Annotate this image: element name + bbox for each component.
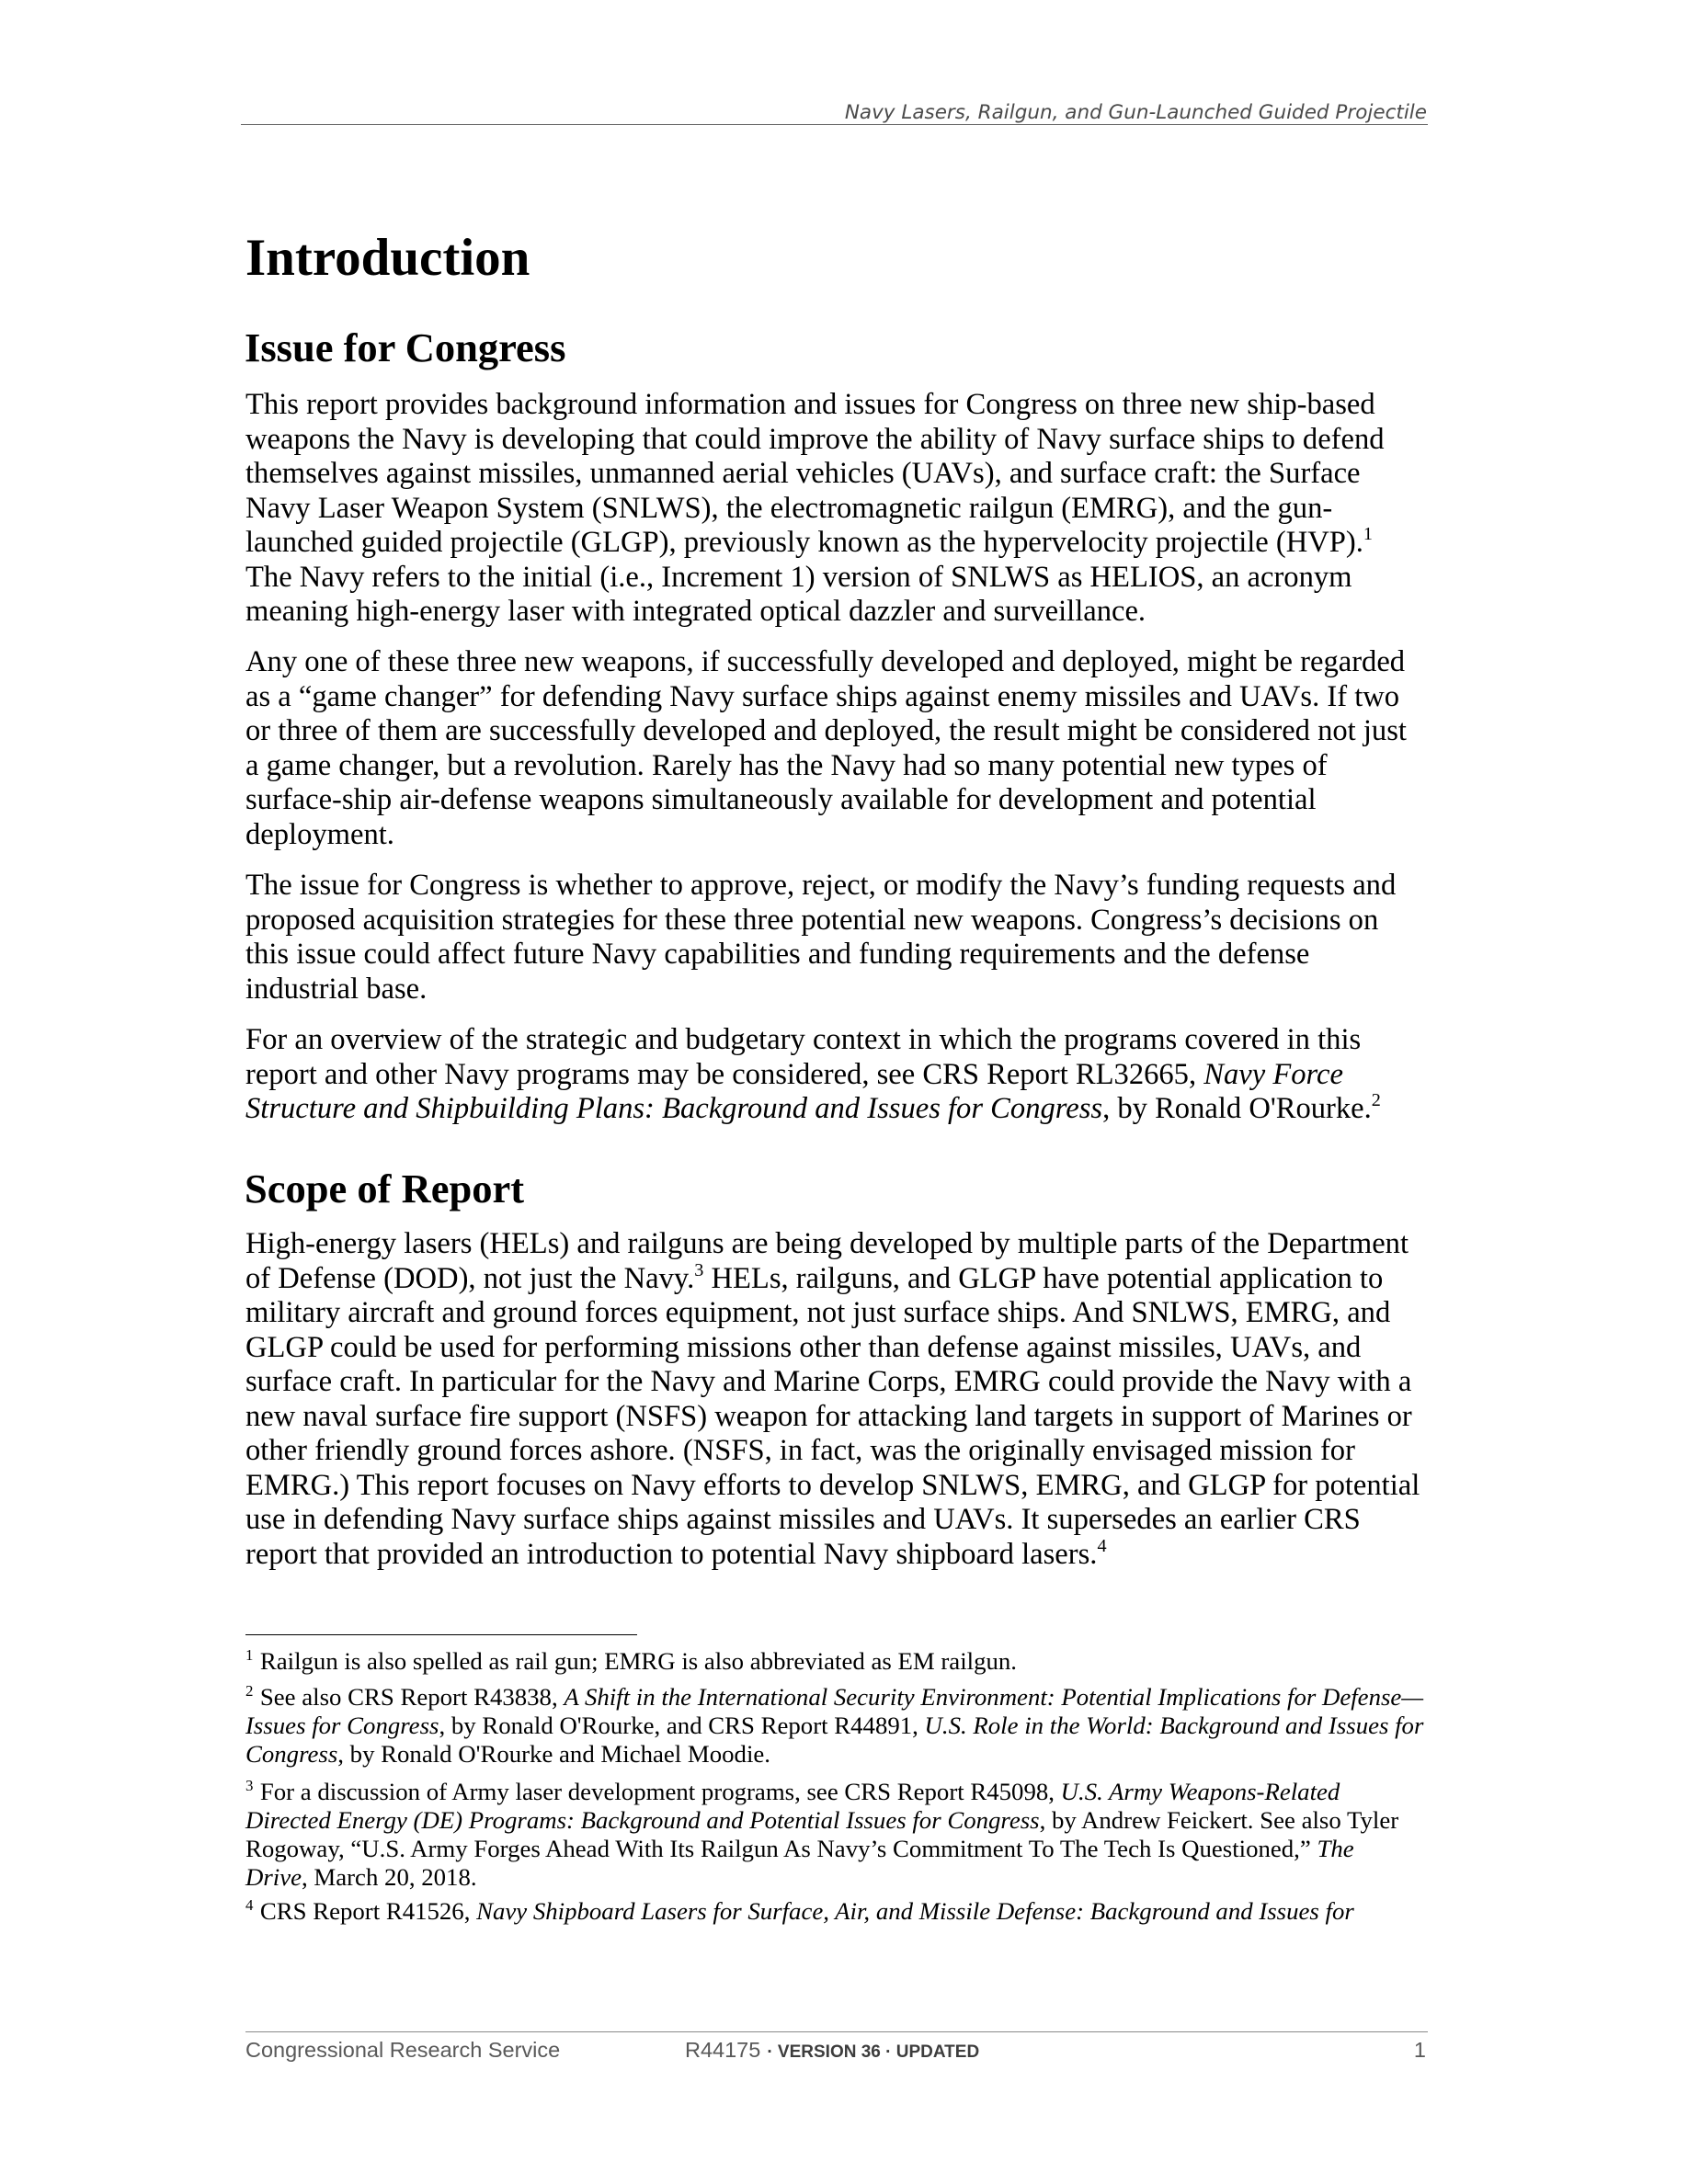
italic-report-title: U.S. Army Weapons-Related	[1060, 1778, 1340, 1805]
footnote-text: See also CRS Report R43838,	[259, 1683, 565, 1711]
line-text: of Defense (DOD), not just the Navy.	[245, 1261, 695, 1295]
italic-publication-title: Drive	[245, 1863, 302, 1891]
paragraph-line: deployment.	[245, 817, 394, 851]
paragraph-line	[245, 1092, 1428, 1127]
paragraph	[245, 645, 1428, 852]
paragraph-line: themselves against missiles, unmanned aerial vehicles (UAVs), and surface craft: the Surface	[245, 457, 1361, 490]
line-text: report that provided an introduction to potential Navy shipboard lasers.	[245, 1537, 1098, 1571]
footnote-text: Railgun is also spelled as rail gun; EMRG is also abbreviated as EM railgun.	[259, 1647, 1017, 1675]
italic-publication-title: The	[1317, 1835, 1354, 1862]
footnote-number: 1	[245, 1645, 254, 1664]
paragraph-line: military aircraft and ground forces equipment, not just surface ships. And SNLWS, EMRG, and	[245, 1296, 1391, 1329]
paragraph-line	[245, 1058, 1428, 1093]
paragraph-line: This report provides background information and issues for Congress on three new ship-based	[245, 388, 1375, 421]
footnote-text: Rogoway, “U.S. Army Forges Ahead With Its Railgun As Navy’s Commitment To The Tech Is Questioned,”	[245, 1835, 1317, 1862]
paragraph-line: surface-ship air-defense weapons simultaneously available for development and potential	[245, 783, 1317, 816]
footnote-line	[245, 1863, 1431, 1892]
paragraph-line	[245, 1535, 1428, 1573]
footer-rule	[245, 2031, 1428, 2032]
paragraph-line: GLGP could be used for performing missions other than defense against missiles, UAVs, and	[245, 1330, 1362, 1364]
paragraph-line: a game changer, but a revolution. Rarely has the Navy had so many potential new types of	[245, 748, 1328, 782]
page-title: Introduction	[245, 229, 530, 287]
footnote-line	[245, 1806, 1431, 1835]
footer-report-id	[685, 2037, 979, 2065]
footnote-separator	[245, 1634, 637, 1635]
footnote	[245, 1897, 1431, 1926]
footnote-line	[245, 1740, 1431, 1769]
paragraph-line: this issue could affect future Navy capabilities and funding requirements and the defense	[245, 938, 1310, 971]
header-rule	[241, 124, 1428, 125]
paragraph-line: new naval surface fire support (NSFS) weapon for attacking land targets in support of Marines or	[245, 1399, 1412, 1433]
footnote-line	[245, 1897, 1431, 1926]
page-number: 1	[1413, 2038, 1426, 2062]
paragraph-line: or three of them are successfully developed and deployed, the result might be considered not just	[245, 714, 1407, 747]
line-text: , by Ronald O'Rourke.	[1102, 1092, 1372, 1125]
footnote-line	[245, 1647, 1431, 1676]
footnote-reference: 3	[694, 1259, 704, 1280]
footnote	[245, 1647, 1431, 1676]
paragraph-line: For an overview of the strategic and budgetary context in which the programs covered in this	[245, 1023, 1362, 1056]
italic-report-title: Congress	[245, 1740, 338, 1768]
section-heading-issue-for-congress: Issue for Congress	[245, 324, 566, 370]
footnote-text: , by Andrew Feickert. See also Tyler	[1039, 1806, 1399, 1834]
paragraph-line: industrial base.	[245, 972, 428, 1006]
paragraph	[245, 388, 1428, 630]
footnote-text: For a discussion of Army laser development programs, see CRS Report R45098,	[259, 1778, 1061, 1805]
paragraph-line: use in defending Navy surface ships against missiles and UAVs. It supersedes an earlier CRS	[245, 1503, 1361, 1536]
line-text: launched guided projectile (GLGP), previously known as the hypervelocity projectile (HVP).	[245, 526, 1363, 559]
running-header: Navy Lasers, Railgun, and Gun-Launched Guided Projectile	[844, 101, 1427, 124]
footnote-line	[245, 1712, 1431, 1740]
paragraph-line: The issue for Congress is whether to approve, reject, or modify the Navy’s funding requests and	[245, 869, 1397, 902]
footnote	[245, 1683, 1431, 1769]
paragraph	[245, 1227, 1428, 1572]
paragraph-line: other friendly ground forces ashore. (NSFS, in fact, was the originally envisaged mission for	[245, 1434, 1355, 1467]
paragraph-line: The Navy refers to the initial (i.e., Increment 1) version of SNLWS as HELIOS, an acronym	[245, 560, 1352, 594]
footnote-number: 4	[245, 1895, 254, 1914]
italic-report-title: Navy Shipboard Lasers for Surface, Air, and Missile Defense: Background and Issues for	[476, 1897, 1354, 1925]
paragraph	[245, 869, 1428, 1007]
footnote-line	[245, 1683, 1431, 1712]
paragraph	[245, 1023, 1428, 1127]
paragraph-line	[245, 1259, 1428, 1297]
paragraph-line: as a “game changer” for defending Navy surface ships against enemy missiles and UAVs. If two	[245, 679, 1400, 713]
paragraph-line: meaning high-energy laser with integrated optical dazzler and surveillance.	[245, 595, 1146, 628]
italic-report-title: Structure and Shipbuilding Plans: Background and Issues for Congress	[245, 1092, 1103, 1125]
paragraph-line: proposed acquisition strategies for these three potential new weapons. Congress’s decisions on	[245, 903, 1379, 937]
footnote-number: 2	[245, 1681, 254, 1700]
footnote	[245, 1778, 1431, 1892]
footnote-number: 3	[245, 1776, 254, 1794]
italic-report-title: Directed Energy (DE) Programs: Background and Potential Issues for Congress	[245, 1806, 1040, 1834]
paragraph-line: Any one of these three new weapons, if successfully developed and deployed, might be regarded	[245, 645, 1406, 678]
footnote-reference: 4	[1097, 1535, 1107, 1556]
line-text: report and other Navy programs may be considered, see CRS Report RL32665,	[245, 1057, 1204, 1091]
footnote-line	[245, 1835, 1431, 1863]
italic-report-title: Navy Force	[1203, 1057, 1343, 1091]
footnote-line	[245, 1778, 1431, 1806]
footer-organization: Congressional Research Service	[245, 2038, 561, 2062]
paragraph-line: surface craft. In particular for the Navy and Marine Corps, EMRG could provide the Navy with a	[245, 1365, 1412, 1398]
italic-report-title: Issues for Congress	[245, 1712, 439, 1739]
footnote-reference: 1	[1363, 524, 1374, 545]
footer-report-number: R44175	[685, 2038, 761, 2062]
footnote-text: , by Ronald O'Rourke and Michael Moodie.	[337, 1740, 770, 1768]
paragraph-line: weapons the Navy is developing that could improve the ability of Navy surface ships to defend	[245, 422, 1385, 456]
paragraph-line: EMRG.) This report focuses on Navy efforts to develop SNLWS, EMRG, and GLGP for potential	[245, 1468, 1420, 1502]
italic-report-title: U.S. Role in the World: Background and Issues for	[924, 1712, 1424, 1739]
footer-version-status: · VERSION 36 · UPDATED	[767, 2042, 980, 2062]
footnote-text: , by Ronald O'Rourke, and CRS Report R44891,	[439, 1712, 925, 1739]
paragraph-line: High-energy lasers (HELs) and railguns are being developed by multiple parts of the Department	[245, 1227, 1409, 1260]
paragraph-line: Navy Laser Weapon System (SNLWS), the electromagnetic railgun (EMRG), and the gun-	[245, 491, 1333, 525]
italic-report-title: A Shift in the International Security Environment: Potential Implications for Defense—	[564, 1683, 1424, 1711]
section-heading-scope-of-report: Scope of Report	[245, 1166, 525, 1211]
paragraph-line	[245, 526, 1428, 561]
footnote-reference: 2	[1371, 1090, 1381, 1111]
line-text: HELs, railguns, and GLGP have potential application to	[703, 1261, 1384, 1295]
footnote-text: , March 20, 2018.	[302, 1863, 477, 1891]
footnote-text: CRS Report R41526,	[259, 1897, 477, 1925]
